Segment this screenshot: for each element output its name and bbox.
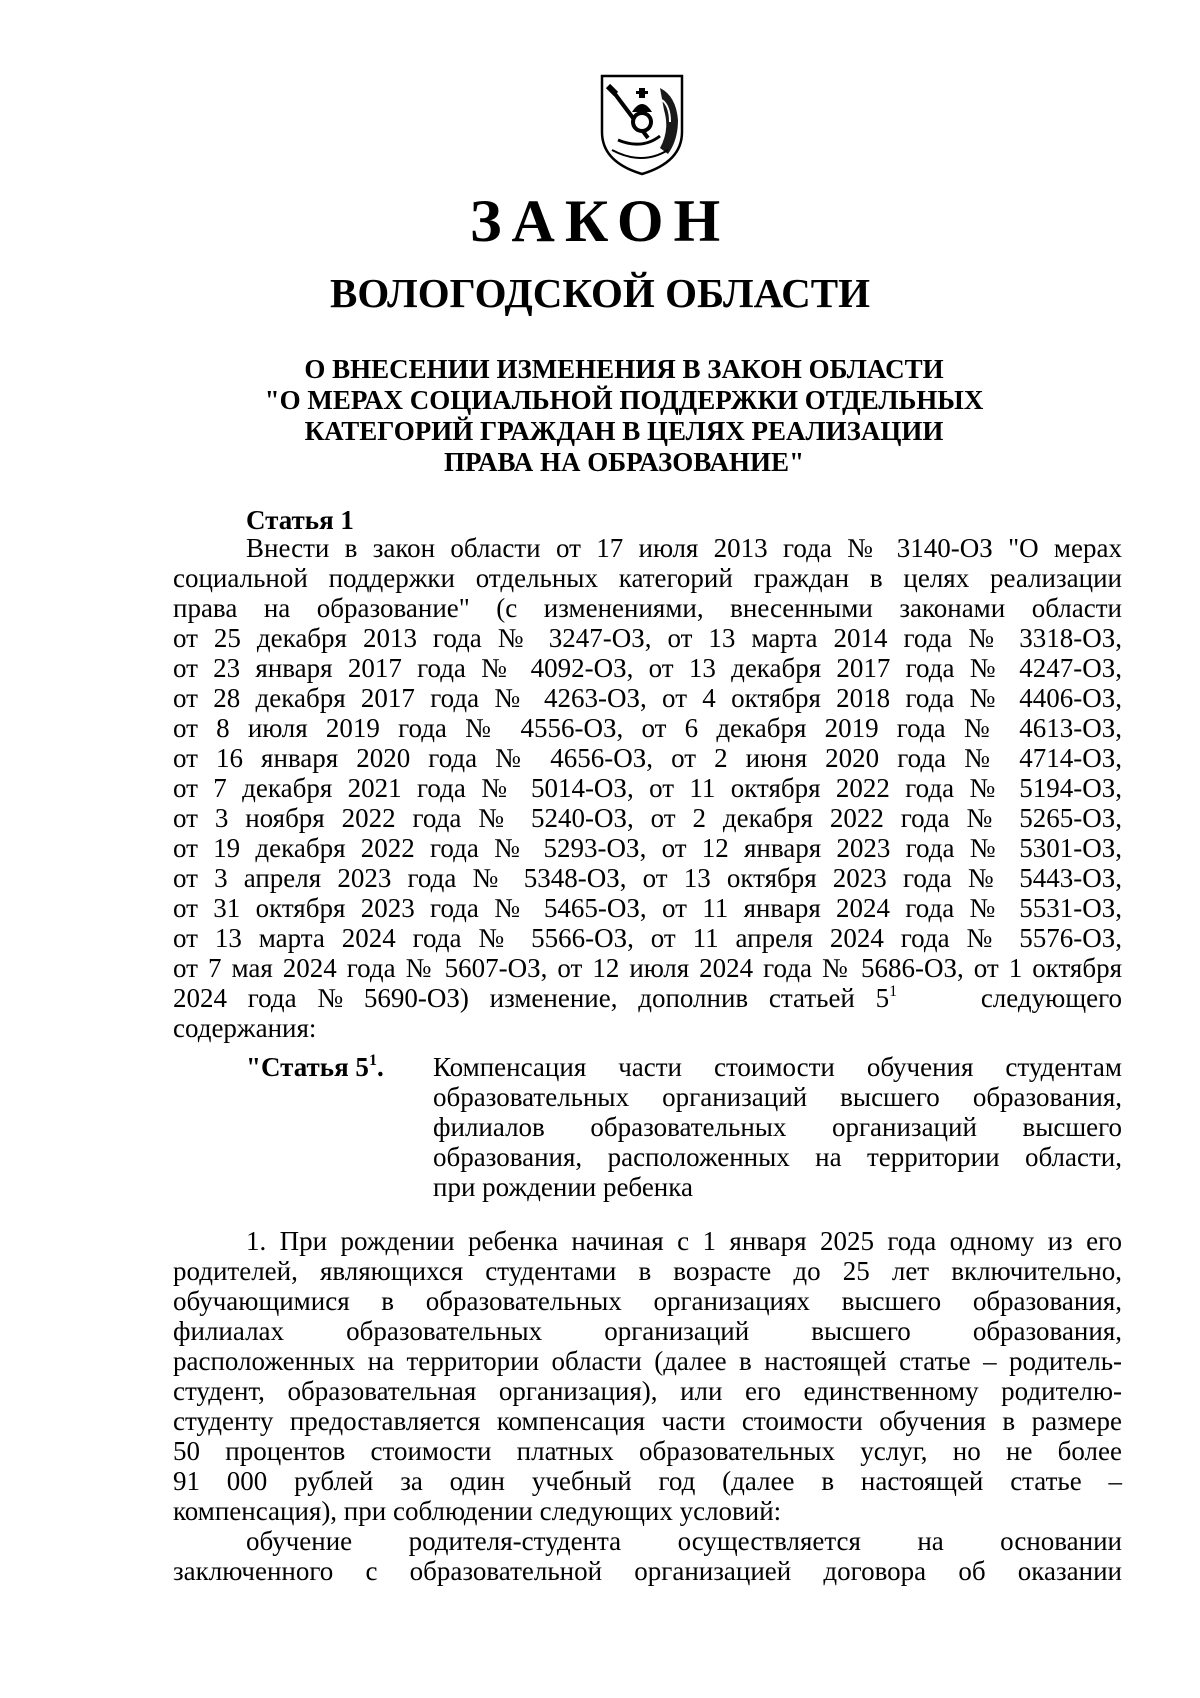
body-line: Внести в закон области от 17 июля 2013 года № 3140-ОЗ "О мерах — [246, 533, 1122, 563]
body-line-text: следующего — [980, 983, 1122, 1013]
inserted-article-label-dot: . — [376, 1052, 384, 1082]
paragraph-line: студенту предоставляется компенсация части стоимости обучения в размере — [173, 1406, 1122, 1436]
law-title: ЗАКОН — [469, 188, 731, 254]
superscript: 1 — [889, 983, 898, 1000]
body-line: от 23 января 2017 года № 4092-ОЗ, от 13 декабря 2017 года № 4247-ОЗ, — [173, 653, 1122, 683]
document-heading-line: О ВНЕСЕНИИ ИЗМЕНЕНИЯ В ЗАКОН ОБЛАСТИ — [304, 354, 944, 384]
document-heading-line: КАТЕГОРИЙ ГРАЖДАН В ЦЕЛЯХ РЕАЛИЗАЦИИ — [304, 416, 944, 446]
paragraph-line: филиалах образовательных организаций высшего образования, — [173, 1316, 1122, 1346]
paragraph-line: компенсация), при соблюдении следующих условий: — [173, 1496, 782, 1526]
paragraph-line: расположенных на территории области (далее в настоящей статье – родитель- — [173, 1346, 1122, 1376]
body-line: от 19 декабря 2022 года № 5293-ОЗ, от 12 января 2023 года № 5301-ОЗ, — [173, 833, 1122, 863]
body-line: от 16 января 2020 года № 4656-ОЗ, от 2 июня 2020 года № 4714-ОЗ, — [173, 743, 1122, 773]
body-line: содержания: — [173, 1013, 317, 1043]
document-heading-line: ПРАВА НА ОБРАЗОВАНИЕ" — [443, 447, 805, 477]
body-line-part — [173, 983, 897, 1013]
inserted-title-line: Компенсация части стоимости обучения студентам — [433, 1052, 1122, 1082]
inserted-article-body — [173, 1226, 1122, 1586]
body-line: от 28 декабря 2017 года № 4263-ОЗ, от 4 октября 2018 года № 4406-ОЗ, — [173, 683, 1122, 713]
body-line: от 25 декабря 2013 года № 3247-ОЗ, от 13 марта 2014 года № 3318-ОЗ, — [173, 623, 1122, 653]
inserted-title-line: образовательных организаций высшего образования, — [433, 1082, 1122, 1112]
paragraph-line: обучение родителя-студента осуществляется на основании — [246, 1526, 1122, 1556]
vologda-coat-of-arms-icon — [598, 70, 686, 178]
paragraph-line: 1. При рождении ребенка начиная с 1 января 2025 года одному из его — [246, 1226, 1122, 1256]
inserted-article-label — [246, 1052, 384, 1082]
inserted-article-title — [433, 1052, 1122, 1202]
inserted-article-label-text: "Статья 5 — [246, 1052, 369, 1082]
body-line: права на образование" (с изменениями, внесенными законами области — [173, 593, 1122, 623]
paragraph-line: 50 процентов стоимости платных образовательных услуг, но не более — [173, 1436, 1122, 1466]
paragraph-line: родителей, являющихся студентами в возрасте до 25 лет включительно, — [173, 1256, 1122, 1286]
body-line: от 7 мая 2024 года № 5607-ОЗ, от 12 июля 2024 года № 5686-ОЗ, от 1 октября — [173, 953, 1122, 983]
paragraph-line: 91 000 рублей за один учебный год (далее в настоящей статье – — [173, 1466, 1122, 1496]
body-line: от 7 декабря 2021 года № 5014-ОЗ, от 11 октября 2022 года № 5194-ОЗ, — [173, 773, 1122, 803]
paragraph-line: заключенного с образовательной организацией договора об оказании — [173, 1556, 1122, 1586]
document-heading-line: "О МЕРАХ СОЦИАЛЬНОЙ ПОДДЕРЖКИ ОТДЕЛЬНЫХ — [264, 385, 984, 415]
paragraph-line: студент, образовательная организация), или его единственному родителю- — [173, 1376, 1122, 1406]
body-line-text: 2024 года № 5690-ОЗ) изменение, дополнив статьей 5 — [173, 983, 890, 1013]
body-line: от 3 ноября 2022 года № 5240-ОЗ, от 2 декабря 2022 года № 5265-ОЗ, — [173, 803, 1122, 833]
paragraph-line: обучающимися в образовательных организациях высшего образования, — [173, 1286, 1122, 1316]
inserted-title-line: при рождении ребенка — [433, 1172, 693, 1202]
document-heading — [200, 354, 1048, 478]
inserted-title-line: филиалов образовательных организаций высшего — [433, 1112, 1122, 1142]
coat-of-arms-emblem — [598, 70, 686, 178]
body-line: от 31 октября 2023 года № 5465-ОЗ, от 11 января 2024 года № 5531-ОЗ, — [173, 893, 1122, 923]
article-1-heading: Статья 1 — [246, 505, 354, 535]
article-1-body — [173, 533, 1122, 1043]
body-line-with-superscript — [173, 983, 1122, 1013]
superscript: 1 — [368, 1052, 377, 1069]
body-line: от 13 марта 2024 года № 5566-ОЗ, от 11 апреля 2024 года № 5576-ОЗ, — [173, 923, 1122, 953]
body-line: социальной поддержки отдельных категорий граждан в целях реализации — [173, 563, 1122, 593]
region-title: ВОЛОГОДСКОЙ ОБЛАСТИ — [329, 270, 871, 316]
inserted-title-line: образования, расположенных на территории области, — [433, 1142, 1122, 1172]
body-line: от 3 апреля 2023 года № 5348-ОЗ, от 13 октября 2023 года № 5443-ОЗ, — [173, 863, 1122, 893]
body-line: от 8 июля 2019 года № 4556-ОЗ, от 6 декабря 2019 года № 4613-ОЗ, — [173, 713, 1122, 743]
